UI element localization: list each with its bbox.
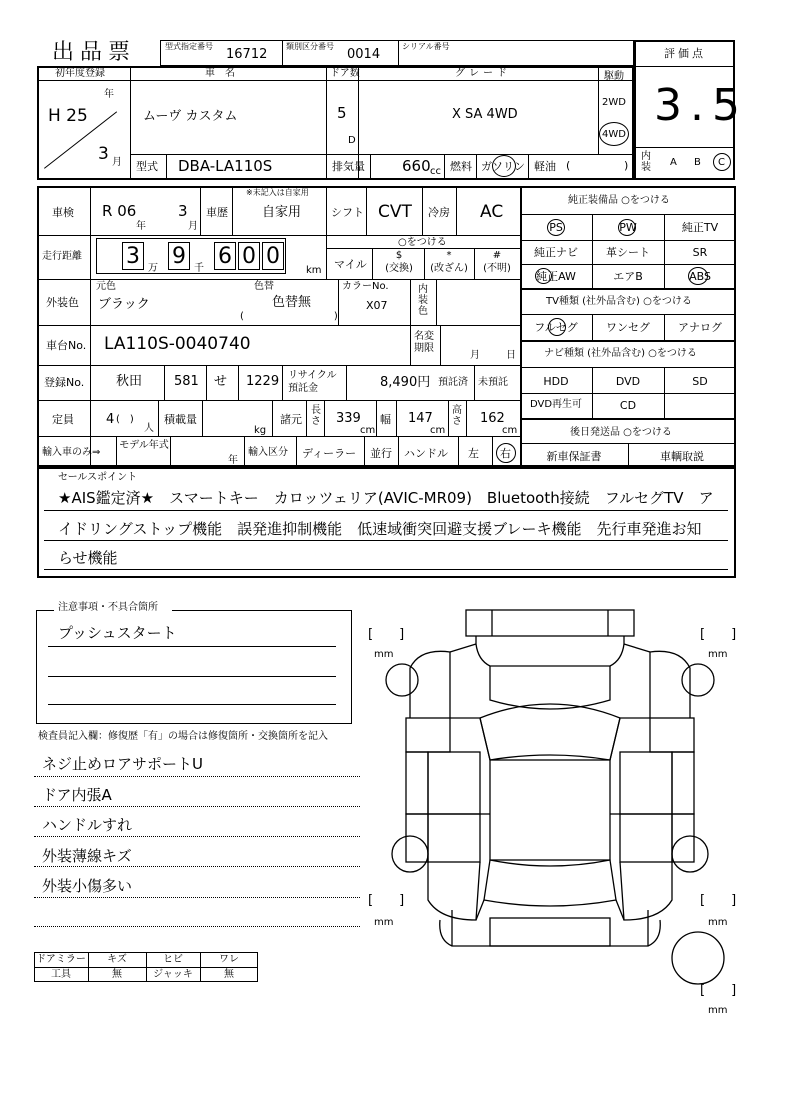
- grade-label: グレード: [455, 68, 511, 79]
- history-label: 車歴: [206, 206, 228, 219]
- first-reg-label: 初年度登録: [55, 68, 105, 79]
- docs-title: 後日発送品 ○をつける: [570, 427, 672, 438]
- mileage-label: 走行距離: [42, 251, 82, 262]
- inspection-year-unit: 年: [136, 221, 146, 232]
- missing-v4: 無: [224, 969, 234, 980]
- plate-class: 581: [174, 374, 199, 389]
- class-no: 0014: [347, 47, 381, 62]
- plate-number: 1229: [246, 374, 280, 389]
- class-no-label: 類別区分番号: [286, 42, 334, 51]
- first-reg-month-unit: 月: [112, 157, 122, 168]
- first-reg-year-unit: 年: [104, 89, 114, 100]
- navi-dvd: DVD: [615, 375, 641, 388]
- navi-hdd: HDD: [543, 375, 569, 388]
- recycle-label: リサイクル預託金: [288, 370, 337, 394]
- inspector-line-1: ネジ止めロアサポートU: [42, 755, 203, 773]
- fuel-light-oil: 軽油: [534, 160, 556, 173]
- handle-left: 左: [468, 447, 479, 460]
- dealer: ディーラー: [302, 447, 357, 460]
- first-reg-year: H 25: [48, 106, 88, 126]
- tire-bracket-fr: [ ]: [700, 627, 737, 642]
- handle-right: 右: [500, 447, 511, 460]
- title-label: 名変期限: [414, 331, 434, 354]
- model: DBA-LA110S: [178, 157, 273, 175]
- altered-symbol: *: [446, 250, 452, 261]
- inspector-line-3: ハンドルすれ: [42, 816, 133, 834]
- mileage-digit-2: 9: [168, 242, 190, 270]
- grade: X SA 4WD: [452, 107, 518, 122]
- car-body-diagram: [380, 600, 730, 1020]
- name-label: 車 名: [205, 68, 235, 79]
- door-suffix: D: [348, 135, 356, 146]
- dim-label: 諸元: [280, 413, 302, 426]
- orig-color: ブラック: [98, 297, 150, 312]
- tire-bracket-rr: [ ]: [700, 893, 737, 908]
- equip-abs: ABS: [689, 270, 711, 283]
- color-no: X07: [366, 299, 388, 312]
- inspection: R 06: [102, 202, 137, 220]
- sales-line-2: イドリングストップ機能 誤発進抑制機能 低速域衝突回避支援ブレーキ機能 先行車発進お知: [58, 520, 702, 538]
- interior-a: A: [670, 157, 677, 168]
- mileage-sen-unit: 千: [194, 263, 204, 274]
- length-unit: cm: [360, 425, 376, 436]
- capacity: 4: [106, 412, 115, 427]
- ac-label: 冷房: [428, 206, 450, 219]
- exchange-symbol: $: [395, 250, 403, 261]
- mileage-km-unit: km: [306, 265, 322, 276]
- mileage-digit-3: 6: [214, 242, 236, 270]
- import-label: 輸入車のみ⇒: [42, 447, 101, 458]
- chassis: LA110S-0040740: [104, 334, 251, 354]
- missing-v3: ジャッキ: [153, 969, 193, 980]
- mileage-man-unit: 万: [148, 263, 158, 274]
- equip-aw-circle: [535, 268, 552, 284]
- inspector-line-5: 外装小傷多い: [42, 877, 133, 895]
- drive-4wd-circle: [599, 122, 629, 146]
- repaint-paren: ( ): [240, 311, 338, 322]
- inspection-month-unit: 月: [188, 221, 198, 232]
- capacity-unit: 人: [144, 423, 154, 434]
- recycle-paid: 預託済: [438, 377, 468, 388]
- orig-color-label: 元色: [96, 281, 116, 292]
- equip-pw: PW: [619, 221, 637, 234]
- tire-mm-rl: mm: [374, 917, 394, 928]
- car-name: ムーヴ カスタム: [143, 109, 238, 124]
- chassis-label: 車台No.: [46, 339, 87, 352]
- interior-label: 内装: [641, 151, 651, 173]
- recycle-unpaid: 未預託: [478, 377, 508, 388]
- equip-pw-circle: [618, 219, 636, 236]
- equip-leather: 革シート: [606, 246, 650, 259]
- inspector-label: 検査員記入欄：修復歴「有」の場合は修復箇所・交換箇所を記入: [38, 731, 328, 742]
- capacity-paren: ( ): [116, 414, 134, 425]
- mileage-mile: マイル: [334, 258, 367, 271]
- mileage-digit-5: 0: [262, 242, 284, 270]
- inspection-month: 3: [178, 202, 188, 220]
- displacement: 660: [402, 157, 431, 175]
- missing-v1: 工具: [51, 969, 71, 980]
- serial-label: シリアル番号: [402, 42, 450, 51]
- door-count: 5: [337, 104, 347, 122]
- sales-line-1: ★AIS鑑定済★ スマートキー カロッツェリア(AVIC-MR09) Bluetooth接続 フルセグTV ア: [58, 489, 714, 507]
- equip-ps-circle: [547, 219, 565, 236]
- shift-label: シフト: [331, 206, 364, 219]
- equip-navi: 純正ナビ: [534, 246, 578, 259]
- tv-fullseg: フルセグ: [534, 321, 578, 334]
- repaint: 色替無: [272, 295, 312, 310]
- notes-line-1: プッシュスタート: [58, 624, 177, 642]
- navi-title: ナビ種類 (社外品含む) ○をつける: [544, 348, 697, 359]
- model-year-unit: 年: [228, 455, 238, 466]
- sales-line-3: らせ機能: [58, 549, 118, 567]
- mileage-digit-1: 3: [122, 242, 144, 270]
- model-year-label: モデル年式: [119, 440, 169, 451]
- load-label: 積載量: [164, 413, 197, 426]
- width-label: 幅: [380, 413, 391, 426]
- height-label: 高さ: [452, 405, 462, 427]
- history-note: ※未記入は自家用: [246, 188, 309, 197]
- navi-dvd-play: DVD再生可: [529, 399, 583, 410]
- docs-manual: 車輌取説: [660, 450, 704, 463]
- tire-mm-fl: mm: [374, 649, 394, 660]
- equip-sr: SR: [692, 246, 708, 259]
- history: 自家用: [262, 205, 302, 220]
- handle-right-circle: [496, 443, 516, 463]
- unknown-symbol: #: [492, 250, 502, 261]
- handle-label: ハンドル: [404, 447, 448, 460]
- equip-tv: 純正TV: [681, 221, 719, 234]
- fuel-label: 燃料: [450, 160, 472, 173]
- tv-oneseg: ワンセグ: [606, 321, 650, 334]
- color-no-label: カラーNo.: [342, 281, 389, 292]
- drive-label: 駆動: [604, 71, 624, 82]
- drive-2wd: 2WD: [602, 97, 626, 108]
- tire-bracket-fl: [ ]: [368, 627, 405, 642]
- type-no: 16712: [226, 47, 268, 62]
- equip-airbag: エアB: [613, 270, 643, 283]
- capacity-label: 定員: [52, 413, 74, 426]
- equip-aw: 純正AW: [536, 270, 576, 283]
- width-unit: cm: [430, 425, 446, 436]
- first-reg-month: 3: [98, 144, 109, 164]
- plate-area: 秋田: [116, 374, 143, 389]
- missing-h1: ドアミラー: [36, 954, 86, 965]
- form-title: 出品票: [52, 40, 137, 65]
- equip-ps: PS: [549, 221, 563, 234]
- tv-title: TV種類 (社外品含む) ○をつける: [546, 296, 692, 307]
- displacement-label: 排気量: [332, 160, 365, 173]
- mileage-mark-label: ○をつける: [398, 237, 447, 248]
- type-no-label: 型式指定番号: [165, 42, 213, 51]
- fuel-gasoline-circle: [492, 155, 516, 177]
- missing-v2: 無: [112, 969, 122, 980]
- int-color-label: 内装色: [418, 284, 428, 317]
- equip-abs-circle: [688, 267, 708, 285]
- tire-bracket-spare: [ ]: [700, 983, 737, 998]
- fuel-gasoline: ガソリン: [481, 160, 525, 173]
- length-label: 長さ: [311, 405, 321, 427]
- sales-label: セールスポイント: [58, 472, 138, 483]
- model-label: 型式: [136, 160, 158, 173]
- plate-label: 登録No.: [44, 376, 85, 389]
- length: 339: [336, 411, 361, 426]
- tire-mm-spare: mm: [708, 1005, 728, 1016]
- tire-bracket-rl: [ ]: [368, 893, 405, 908]
- score-label: 評価点: [664, 47, 706, 60]
- navi-cd: CD: [619, 399, 637, 412]
- shift: CVT: [378, 202, 412, 222]
- exchange: (交換): [385, 263, 413, 274]
- interior-b: B: [694, 157, 701, 168]
- title-month: 月: [470, 350, 480, 361]
- ac: AC: [480, 202, 504, 222]
- ext-color-label: 外装色: [46, 296, 79, 309]
- interior-c-circle: [713, 153, 731, 171]
- height-unit: cm: [502, 425, 518, 436]
- unknown: (不明): [483, 263, 511, 274]
- notes-label: 注意事項・不具合箇所: [58, 602, 158, 613]
- docs-warranty: 新車保証書: [546, 450, 602, 463]
- inspection-label: 車検: [52, 206, 74, 219]
- missing-h4: ワレ: [219, 954, 239, 965]
- tv-fullseg-circle: [548, 318, 566, 336]
- inspector-line-2: ドア内張A: [42, 786, 112, 804]
- interior-c: C: [718, 157, 725, 168]
- door-label: ドア数: [330, 68, 360, 79]
- equip-title: 純正装備品 ○をつける: [568, 195, 670, 206]
- tv-analog: アナログ: [678, 321, 722, 334]
- missing-h2: キズ: [107, 954, 127, 965]
- load-unit: kg: [254, 425, 267, 436]
- plate-kana: せ: [214, 374, 228, 389]
- parallel: 並行: [370, 447, 392, 460]
- mileage-digit-4: 0: [238, 242, 260, 270]
- altered: (改ざん): [430, 263, 468, 274]
- recycle-amount: 8,490円: [380, 375, 431, 390]
- title-day: 日: [506, 350, 516, 361]
- navi-sd: SD: [692, 375, 708, 388]
- repaint-label: 色替: [254, 281, 274, 292]
- missing-h3: ヒビ: [163, 954, 183, 965]
- tire-mm-fr: mm: [708, 649, 728, 660]
- import-class-label: 輸入区分: [248, 447, 288, 458]
- inspector-line-4: 外装薄線キズ: [42, 847, 132, 865]
- displacement-unit: cc: [430, 166, 441, 177]
- drive-4wd: 4WD: [602, 129, 626, 140]
- height: 162: [480, 411, 505, 426]
- tire-mm-rr: mm: [708, 917, 728, 928]
- width: 147: [408, 411, 433, 426]
- score-value: 3.5: [654, 80, 748, 131]
